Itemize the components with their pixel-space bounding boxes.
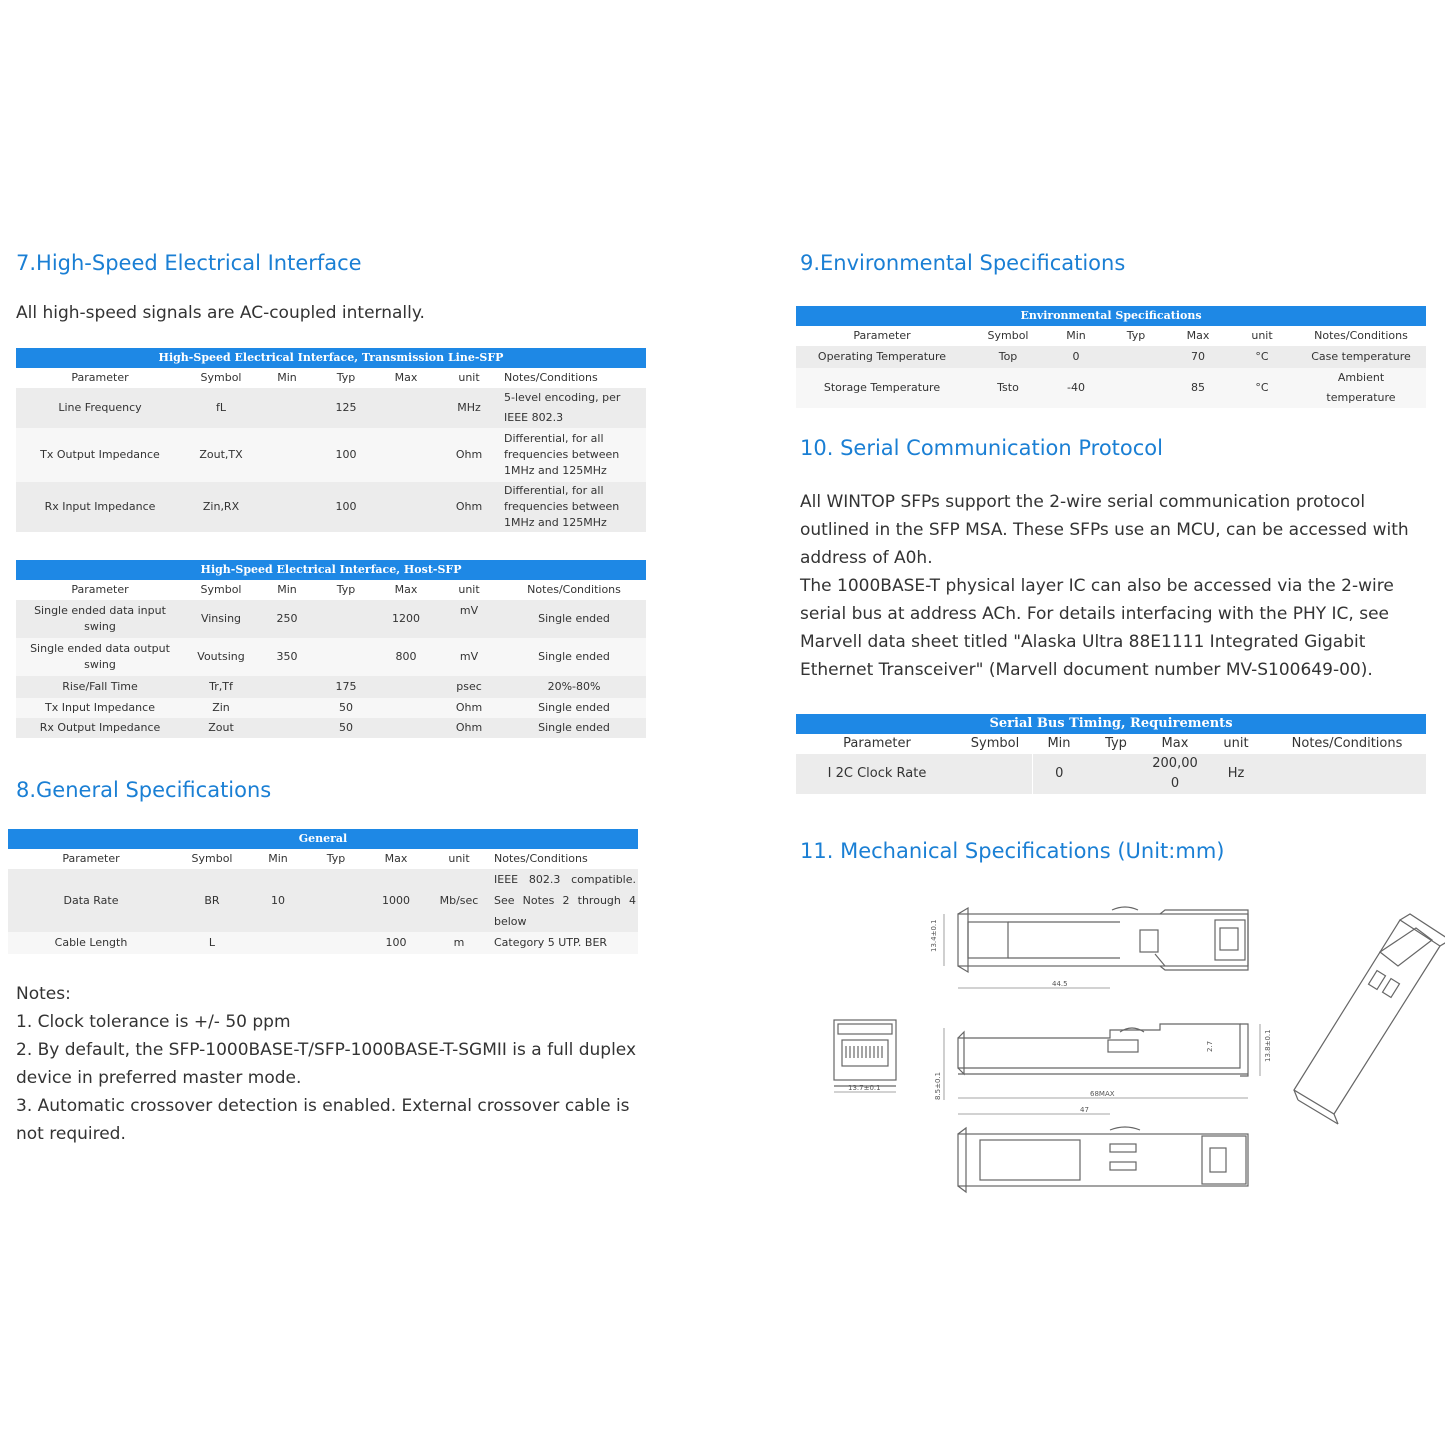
col-header: Typ (1086, 734, 1146, 754)
col-header: Min (1032, 734, 1086, 754)
col-header: Max (1146, 734, 1204, 754)
note-1: 1. Clock tolerance is +/- 50 ppm (16, 1012, 291, 1032)
col-header: Symbol (174, 849, 250, 869)
serial-bus-timing-table (796, 714, 1426, 794)
dim-label: 13.8±0.1 (1264, 1029, 1272, 1062)
col-header: Max (1168, 326, 1228, 346)
table-row: Rise/Fall Time Tr,Tf 175 psec 20%-80% (16, 676, 646, 698)
table-title: Environmental Specifications (796, 306, 1426, 326)
section-11-title: 11. Mechanical Specifications (Unit:mm) (800, 839, 1225, 863)
col-header: unit (1204, 734, 1268, 754)
col-header: unit (436, 368, 502, 388)
col-header: Typ (306, 849, 366, 869)
transmission-line-table (16, 348, 646, 532)
table-row: Storage Temperature Tsto -40 85 °C Ambient temperature (796, 368, 1426, 408)
dim-label: 8.5±0.1 (934, 1071, 942, 1100)
section-9-title: 9.Environmental Specifications (800, 251, 1126, 275)
dim-label: 68MAX (1090, 1090, 1115, 1098)
notes-heading: Notes: (16, 984, 71, 1004)
mechanical-drawing (820, 900, 1445, 1200)
col-header: Typ (316, 580, 376, 600)
col-header: Parameter (796, 326, 968, 346)
col-header: Min (1048, 326, 1104, 346)
col-header: unit (436, 580, 502, 600)
section-10-body (800, 488, 1426, 684)
col-header: Symbol (184, 580, 258, 600)
dim-label: 13.4±0.1 (930, 919, 938, 952)
table-title: Serial Bus Timing, Requirements (796, 714, 1426, 734)
col-header: Notes/Conditions (1268, 734, 1426, 754)
section-8-title: 8.General Specifications (16, 778, 272, 802)
col-header: Typ (1104, 326, 1168, 346)
note-3: 3. Automatic crossover detection is enabled. External crossover cable is not required. (16, 1096, 630, 1144)
col-header: Parameter (796, 734, 958, 754)
col-header: Parameter (16, 368, 184, 388)
col-header: Min (258, 580, 316, 600)
host-sfp-table (16, 560, 646, 738)
general-table (8, 829, 638, 954)
section-7-title: 7.High-Speed Electrical Interface (16, 251, 362, 275)
sfp-bottom-view (958, 1127, 1248, 1192)
sfp-top-view (958, 907, 1248, 972)
paragraph-1: All WINTOP SFPs support the 2-wire serial communication protocol outlined in the SFP MSA. These SFPs use an MCU, can be accessed with address of A0h. (800, 492, 1409, 568)
table-row: Line Frequency fL 125 MHz 5-level encoding, per IEEE 802.3 (16, 388, 646, 428)
table-row: Tx Input Impedance Zin 50 Ohm Single ended (16, 698, 646, 718)
col-header: Notes/Conditions (502, 368, 646, 388)
sfp-front-view (834, 1020, 896, 1086)
col-header: Max (376, 580, 436, 600)
col-header: Notes/Conditions (492, 849, 638, 869)
dim-label: 44.5 (1052, 980, 1068, 988)
sfp-isometric-view (1294, 914, 1445, 1124)
col-header: Max (366, 849, 426, 869)
table-row: Rx Output Impedance Zout 50 Ohm Single ended (16, 718, 646, 738)
col-header: Typ (316, 368, 376, 388)
table-row: Data Rate BR 10 1000 Mb/sec IEEE 802.3 compatible. See Notes 2 through 4 below (8, 869, 638, 932)
table-title: General (8, 829, 638, 849)
dim-label: 2.7 (1206, 1040, 1214, 1052)
col-header: Min (250, 849, 306, 869)
paragraph-2: The 1000BASE-T physical layer IC can also be accessed via the 2-wire serial bus at address ACh. For details interfacing with the PHY IC, see Marvell data sheet titled "Alaska Ultra 88E1111 Integrated Gigabit Ethernet Transceiver" (Marvell document number MV-S100649-00). (800, 576, 1394, 680)
table-title: High-Speed Electrical Interface, Host-SFP (16, 560, 646, 580)
table-row: I 2C Clock Rate 0 200,000 Hz (796, 754, 1426, 794)
table-row: Single ended data output swing Voutsing 350 800 mV Single ended (16, 638, 646, 676)
table-row: Tx Output Impedance Zout,TX 100 Ohm Differential, for all frequencies between 1MHz and 125MHz (16, 428, 646, 482)
col-header: unit (426, 849, 492, 869)
dim-label: 13.7±0.1 (848, 1084, 881, 1092)
table-row: Rx Input Impedance Zin,RX 100 Ohm Differential, for all frequencies between 1MHz and 125MHz (16, 482, 646, 532)
dim-label: 47 (1080, 1106, 1089, 1114)
table-row: Cable Length L 100 m Category 5 UTP. BER (8, 932, 638, 954)
note-2: 2. By default, the SFP-1000BASE-T/SFP-1000BASE-T-SGMII is a full duplex device in preferred master mode. (16, 1040, 637, 1088)
table-row: Single ended data input swing Vinsing 250 1200 mV Single ended (16, 600, 646, 638)
col-header: Max (376, 368, 436, 388)
table-title: High-Speed Electrical Interface, Transmission Line-SFP (16, 348, 646, 368)
col-header: Notes/Conditions (502, 580, 646, 600)
section-7-intro: All high-speed signals are AC-coupled internally. (16, 303, 425, 323)
col-header: Symbol (958, 734, 1032, 754)
col-header: Symbol (968, 326, 1048, 346)
col-header: Notes/Conditions (1296, 326, 1426, 346)
col-header: Parameter (16, 580, 184, 600)
col-header: unit (1228, 326, 1296, 346)
sfp-side-view (958, 1024, 1248, 1076)
col-header: Min (258, 368, 316, 388)
col-header: Symbol (184, 368, 258, 388)
table-row: Operating Temperature Top 0 70 °C Case temperature (796, 346, 1426, 368)
col-header: Parameter (8, 849, 174, 869)
notes-block (16, 980, 644, 1148)
environmental-table (796, 306, 1426, 408)
section-10-title: 10. Serial Communication Protocol (800, 436, 1163, 460)
